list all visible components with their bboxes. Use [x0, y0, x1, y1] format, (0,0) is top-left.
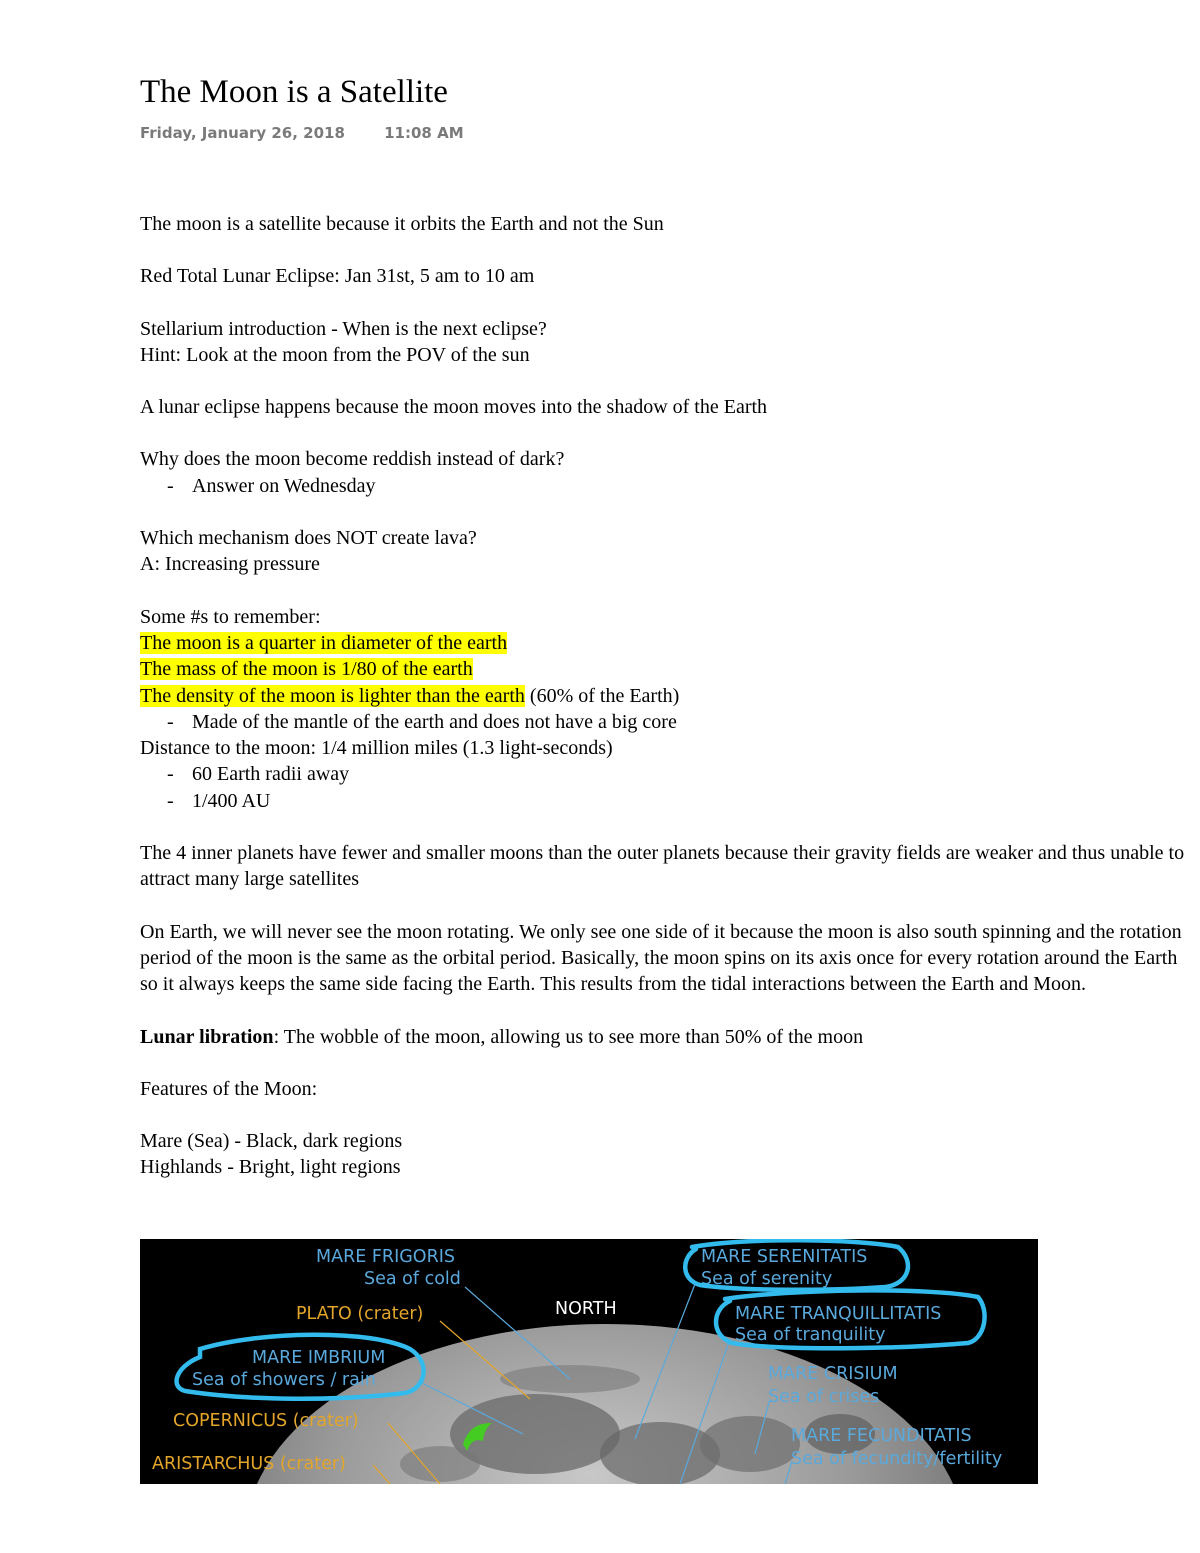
- note-text: (60% of the Earth): [524, 684, 680, 707]
- label-mare-crisium-sub: Sea of crises: [768, 1387, 880, 1407]
- label-mare-fecunditatis-sub: Sea of fecundity/fertility: [791, 1449, 1003, 1469]
- highlighted-line: [140, 656, 1190, 682]
- term-bold: Lunar libration: [140, 1025, 274, 1048]
- label-aristarchus: ARISTARCHUS (crater): [152, 1454, 346, 1474]
- bullet-item: - 60 Earth radii away: [167, 763, 350, 786]
- note-line: Stellarium introduction - When is the next eclipse?: [140, 317, 547, 340]
- page-title: The Moon is a Satellite: [140, 74, 448, 110]
- label-mare-serenitatis-sub: Sea of serenity: [701, 1269, 833, 1289]
- mare-patch: [700, 1416, 800, 1472]
- note-paragraph: On Earth, we will never see the moon rotating. We only see one side of it because the moon is also south spinning and the rotation period of the moon is the same as the orbital period. Basically, the moon spins on its axis once for every rotation around the Earth so it always keeps the same side facing the Earth. This results from the tidal interactions between the Earth and Moon.: [140, 920, 1182, 996]
- note-line: The moon is a satellite because it orbits the Earth and not the Sun: [140, 213, 664, 235]
- label-north: NORTH: [555, 1299, 617, 1319]
- note-line: Highlands - Bright, light regions: [140, 1156, 401, 1179]
- moon-map-image: [140, 1239, 1038, 1484]
- mare-patch: [600, 1422, 720, 1484]
- highlight-text: The density of the moon is lighter than the earth: [140, 684, 525, 707]
- bullet-item: - Made of the mantle of the earth and does not have a big core: [167, 710, 677, 733]
- label-mare-tranquillitatis-sub: Sea of tranquility: [735, 1325, 886, 1345]
- label-copernicus: COPERNICUS (crater): [173, 1411, 359, 1431]
- bullet-item: - Answer on Wednesday: [167, 474, 376, 497]
- label-mare-tranquillitatis: MARE TRANQUILLITATIS: [735, 1304, 942, 1324]
- note-paragraph: The 4 inner planets have fewer and smaller moons than the outer planets because their gravity fields are weaker and thus unable to attract many large satellites: [140, 842, 1185, 891]
- term-definition: : The wobble of the moon, allowing us to see more than 50% of the moon: [273, 1025, 864, 1048]
- note-line: [140, 1024, 1190, 1050]
- page-metadata: [140, 124, 464, 142]
- note-line: Features of the Moon:: [140, 1077, 318, 1100]
- bullet-text: Answer on Wednesday: [192, 474, 376, 497]
- note-line: Mare (Sea) - Black, dark regions: [140, 1130, 403, 1153]
- note-line: Red Total Lunar Eclipse: Jan 31st, 5 am to 10 am: [140, 265, 535, 288]
- label-mare-imbrium: MARE IMBRIUM: [252, 1348, 386, 1368]
- highlight-text: The mass of the moon is 1/80 of the earth: [140, 658, 473, 681]
- bullet-text: Made of the mantle of the earth and does not have a big core: [192, 710, 677, 733]
- label-mare-serenitatis: MARE SERENITATIS: [701, 1247, 868, 1267]
- page-time: 11:08 AM: [384, 124, 464, 142]
- label-mare-crisium: MARE CRISIUM: [768, 1364, 898, 1384]
- note-line: Which mechanism does NOT create lava?: [140, 527, 477, 550]
- moon-map-svg: [140, 1239, 1038, 1484]
- label-mare-imbrium-sub: Sea of showers / rain: [192, 1370, 376, 1390]
- label-plato: PLATO (crater): [296, 1304, 424, 1324]
- note-line: Why does the moon become reddish instead of dark?: [140, 448, 565, 471]
- bullet-text: 60 Earth radii away: [192, 763, 350, 786]
- note-line: Distance to the moon: 1/4 million miles (1.3 light-seconds): [140, 737, 613, 760]
- note-body[interactable]: [140, 211, 1190, 1181]
- note-line: Some #s to remember:: [140, 605, 321, 628]
- label-mare-frigoris: MARE FRIGORIS: [316, 1247, 456, 1267]
- note-line: A lunar eclipse happens because the moon moves into the shadow of the Earth: [140, 396, 768, 419]
- highlight-text: The moon is a quarter in diameter of the earth: [140, 631, 508, 654]
- bullet-item: - 1/400 AU: [167, 789, 271, 812]
- note-line: Hint: Look at the moon from the POV of the sun: [140, 343, 530, 366]
- label-mare-fecunditatis: MARE FECUNDITATIS: [791, 1426, 972, 1446]
- highlighted-line: [140, 630, 1190, 656]
- highlighted-line: [140, 683, 1190, 709]
- page-date: Friday, January 26, 2018: [140, 124, 345, 142]
- bullet-text: 1/400 AU: [192, 789, 271, 812]
- label-mare-frigoris-sub: Sea of cold: [364, 1269, 461, 1289]
- note-line: A: Increasing pressure: [140, 553, 320, 576]
